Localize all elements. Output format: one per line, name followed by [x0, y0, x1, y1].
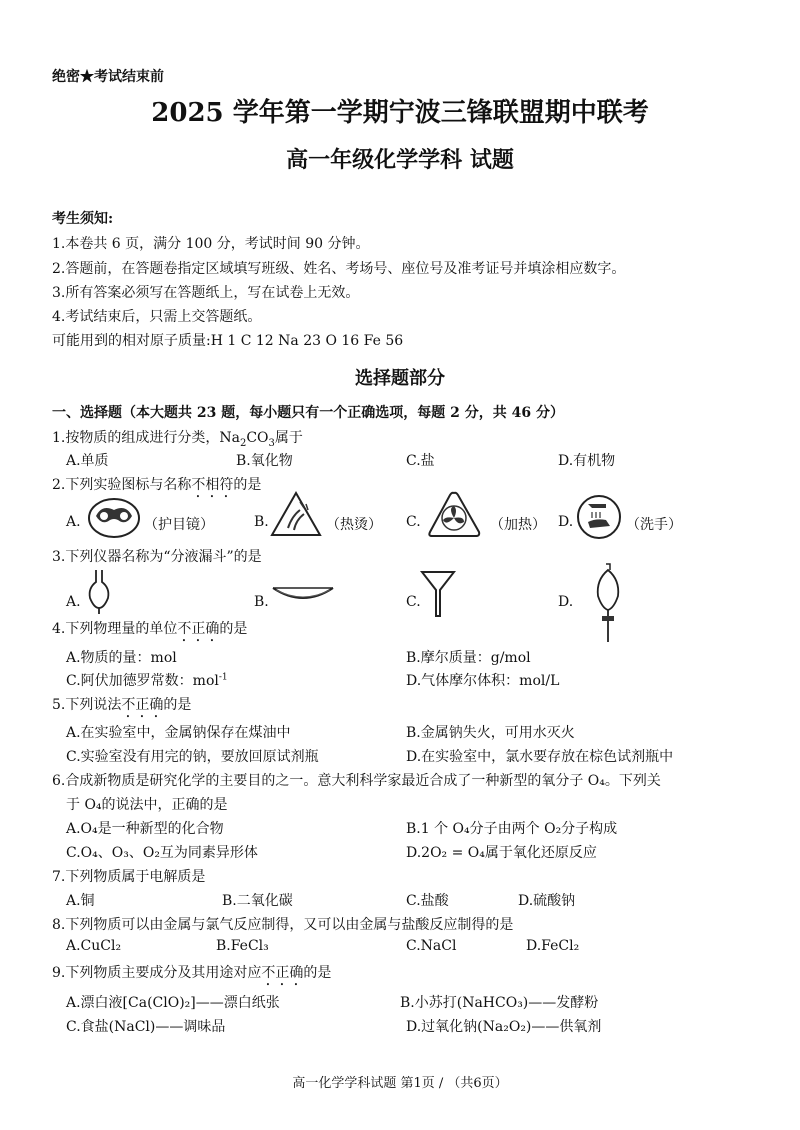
notice-item-4: 4.考试结束后，只需上交答题纸。 [52, 309, 262, 325]
question-6-stem-line2: 于 O₄的说法中，正确的是 [66, 797, 228, 813]
q7-option-b: B.二氧化碳 [222, 893, 293, 909]
flask-icon [86, 568, 112, 614]
q4-option-a: A.物质的量：mol [66, 650, 177, 666]
q9-option-d: D.过氧化钠(Na₂O₂)——供氧剂 [406, 1019, 602, 1035]
q6-option-b: B.1 个 O₄分子由两个 O₂分子构成 [406, 821, 618, 837]
notice-item-2: 2.答题前，在答题卷指定区域填写班级、姓名、考场号、座位号及准考证号并填涂相应数字。 [52, 261, 626, 277]
q6-option-c: C.O₄、O₃、O₂互为同素异形体 [66, 845, 258, 861]
q2-option-d-label: D. [558, 514, 574, 530]
q7-option-a: A.铜 [66, 893, 95, 909]
q8-option-c: C.NaCl [406, 938, 457, 954]
q2-option-c-name: （加热） [490, 517, 546, 533]
wash-hands-icon [576, 494, 622, 540]
question-2-stem: 2.下列实验图标与名称不相符的是 [52, 477, 262, 493]
q7-option-d: D.硫酸钠 [518, 893, 576, 909]
exam-title: 2025 学年第一学期宁波三锋联盟期中联考 [151, 98, 649, 128]
notice-item-3: 3.所有答案必须写在答题纸上，写在试卷上无效。 [52, 285, 360, 301]
question-6-stem-line1: 6.合成新物质是研究化学的主要目的之一。意大利科学家最近合成了一种新型的氧分子 O₄。下列关 [52, 773, 661, 789]
q4-option-d: D.气体摩尔体积：mol/L [406, 673, 560, 689]
exam-subtitle: 高一年级化学学科 试题 [286, 147, 514, 173]
heating-icon [426, 490, 482, 538]
q8-option-b: B.FeCl₃ [216, 938, 269, 954]
question-3-stem: 3.下列仪器名称为“分液漏斗”的是 [52, 549, 262, 565]
q7-option-c: C.盐酸 [406, 893, 449, 909]
q2-option-d-name: （洗手） [626, 517, 682, 533]
q5-option-c: C.实验室没有用完的钠，要放回原试剂瓶 [66, 749, 319, 765]
q6-option-a: A.O₄是一种新型的化合物 [66, 821, 224, 837]
section-title: 选择题部分 [355, 368, 445, 389]
q2-option-a-label: A. [66, 514, 81, 530]
q3-option-b-label: B. [254, 594, 269, 610]
q4-option-c: C.阿伏加德罗常数：mol$^{-1}$ [66, 672, 228, 689]
q4-option-b: B.摩尔质量：g/mol [406, 650, 531, 666]
q2-option-c-label: C. [406, 514, 421, 530]
section-intro: 一、选择题（本大题共 23 题，每小题只有一个正确选项，每题 2 分，共 46 分） [52, 405, 564, 421]
goggles-icon [86, 496, 142, 540]
q2-option-a-name: （护目镜） [144, 517, 214, 533]
question-4-stem: 4.下列物理量的单位不正确的是 [52, 621, 248, 637]
q1-option-d: D.有机物 [558, 453, 616, 469]
q5-option-d: D.在实验室中，氯水要存放在棕色试剂瓶中 [406, 749, 674, 765]
page-footer: 高一化学学科试题 第1页 / （共6页） [292, 1076, 508, 1091]
q3-option-c-label: C. [406, 594, 421, 610]
atomic-mass-line: 可能用到的相对原子质量:H 1 C 12 Na 23 O 16 Fe 56 [52, 333, 404, 349]
confidential-label: 绝密★考试结束前 [52, 69, 164, 85]
q5-option-a: A.在实验室中，金属钠保存在煤油中 [66, 725, 291, 741]
q9-option-a: A.漂白液[Ca(ClO)₂]——漂白纸张 [66, 995, 280, 1011]
q6-option-d: D.2O₂ = O₄属于氧化还原反应 [406, 845, 597, 861]
q1-option-a: A.单质 [66, 453, 109, 469]
q3-option-a-label: A. [66, 594, 81, 610]
evaporating-dish-icon [270, 582, 336, 608]
q9-option-c: C.食盐(NaCl)——调味品 [66, 1019, 226, 1035]
hot-surface-icon [270, 490, 322, 538]
question-1-stem: 1.按物质的组成进行分类，$Na_2CO_3$属于 [52, 430, 303, 449]
question-9-stem: 9.下列物质主要成分及其用途对应不正确的是 [52, 965, 332, 981]
q3-option-d-label: D. [558, 594, 574, 610]
q2-option-b-label: B. [254, 514, 269, 530]
q1-option-c: C.盐 [406, 453, 435, 469]
notice-item-1: 1.本卷共 6 页，满分 100 分，考试时间 90 分钟。 [52, 236, 370, 252]
q5-option-b: B.金属钠失火，可用水灭火 [406, 725, 575, 741]
question-5-stem: 5.下列说法不正确的是 [52, 697, 192, 713]
q8-option-d: D.FeCl₂ [526, 938, 580, 954]
q8-option-a: A.CuCl₂ [66, 938, 122, 954]
question-7-stem: 7.下列物质属于电解质是 [52, 869, 206, 885]
funnel-icon [420, 568, 456, 618]
q1-option-b: B.氧化物 [236, 453, 293, 469]
q9-option-b: B.小苏打(NaHCO₃)——发酵粉 [400, 995, 599, 1011]
q2-option-b-name: （热烫） [326, 517, 382, 533]
question-8-stem: 8.下列物质可以由金属与氯气反应制得，又可以由金属与盐酸反应制得的是 [52, 917, 514, 933]
separatory-funnel-icon [594, 562, 622, 644]
notice-heading: 考生须知: [52, 211, 114, 227]
